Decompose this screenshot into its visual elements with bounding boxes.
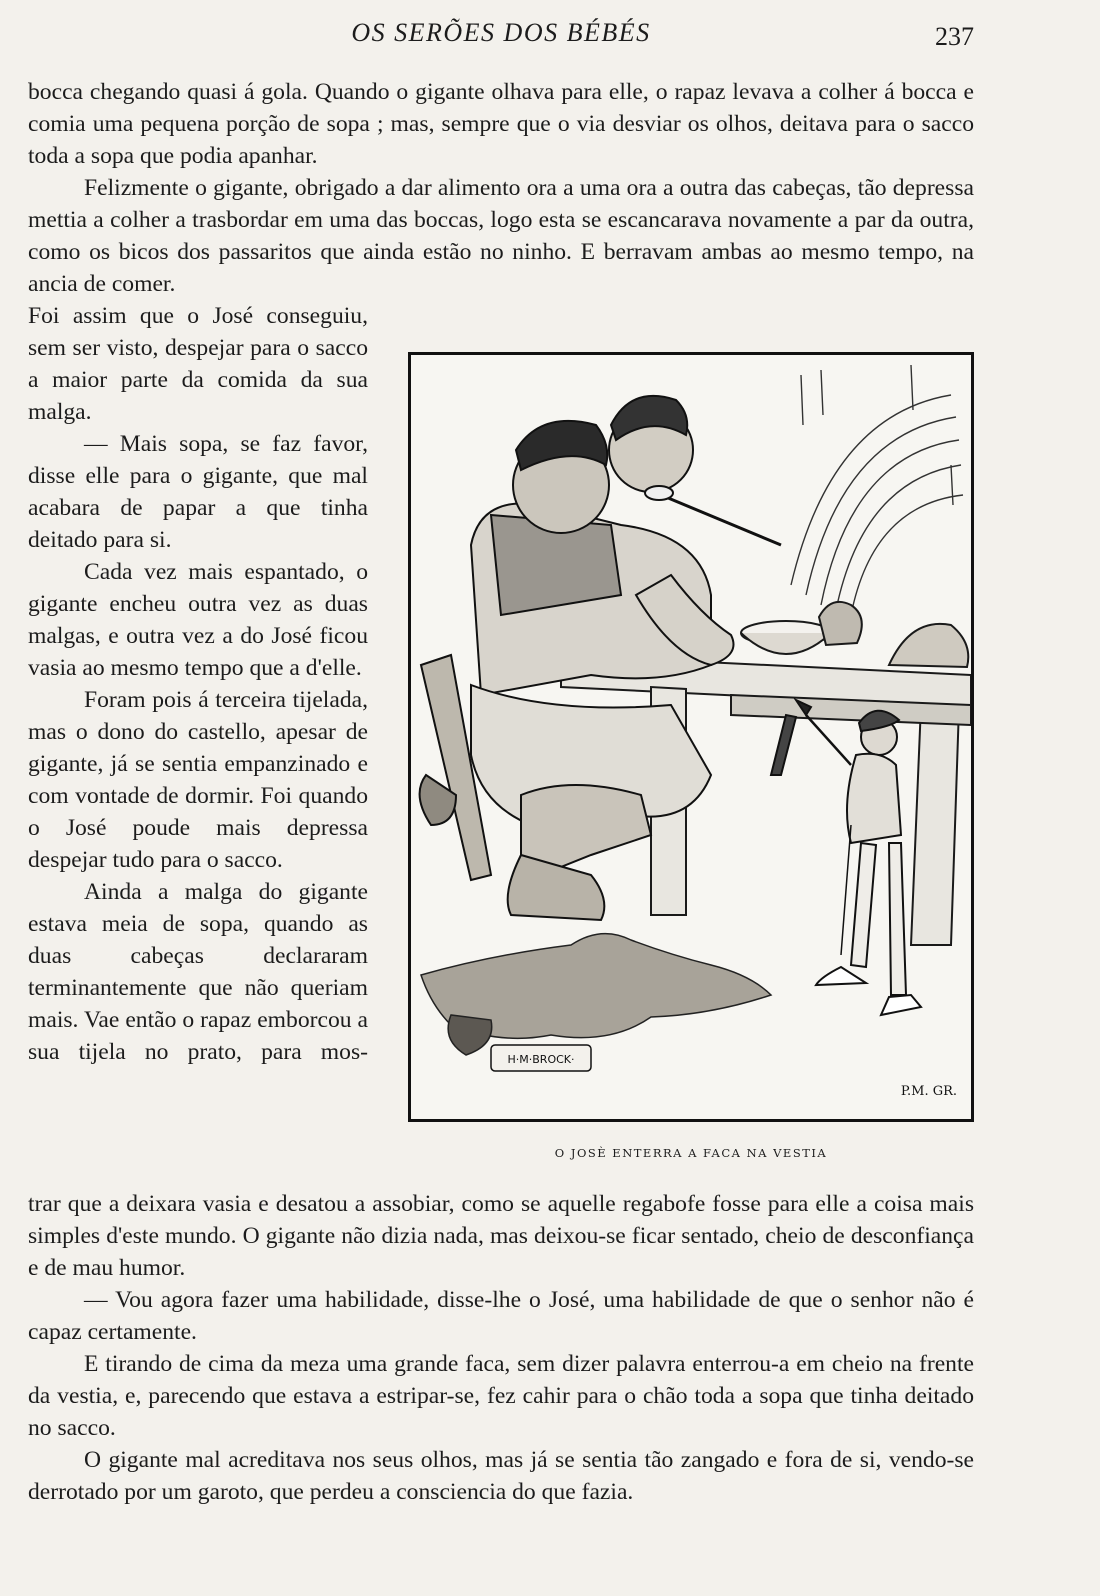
page-header (28, 18, 974, 58)
giant-and-jose-illustration (411, 355, 971, 1119)
fur-rug (421, 934, 771, 1055)
giant (471, 396, 781, 920)
paragraph: trar que a deixara vasia e desatou a assobiar, como se aquelle regabofe fosse para elle a coisa mais simples d'este mundo. O gigante não dizia nada, mas deixou-se ficar sentado, cheio de desconfiança e de mau humor. (28, 1191, 974, 1281)
paragraph: Felizmente o gigante, obrigado a dar alimento ora a uma ora a outra das cabeças, tão depressa mettia a colher a trasbordar em uma das boccas, logo esta se escancarava novamente a par da outra, como os bicos dos passaritos que ainda estão no ninho. E berravam ambas ao mesmo tempo, na ancia de comer. (28, 175, 974, 297)
paragraph: — Mais sopa, se faz favor, disse elle para o gigante, que mal acabara de papar a que tinha deitado para si. (28, 431, 368, 553)
engraver-signature: P.M. GR. (900, 1084, 958, 1099)
stone-arch (791, 365, 963, 615)
paragraph: Cada vez mais espantado, o gigante encheu outra vez as duas malgas, e outra vez a do José ficou vasia ao mesmo tempo que a d'elle. (28, 559, 368, 681)
jose-figure (771, 700, 921, 1015)
artist-signature (491, 1045, 591, 1071)
svg-text:H·M·BROCK·: H·M·BROCK· (507, 1053, 575, 1066)
bowls (741, 602, 968, 667)
paragraph: bocca chegando quasi á gola. Quando o gigante olhava para elle, o rapaz levava a colher á bocca e comia uma pequena porção de sopa ; mas, sempre que o via desviar os olhos, deitava para o sacco toda a sopa que podia apanhar. (28, 79, 974, 169)
illustration (408, 352, 974, 1122)
bottom-text-block (28, 1188, 974, 1508)
top-text-block (28, 76, 974, 300)
page-number: 237 (935, 22, 974, 51)
running-title: OS SERÕES DOS BÉBÉS (351, 18, 651, 47)
paragraph: Ainda a malga do gigante estava meia de sopa, quando as duas cabeças declararam terminantemente que não queriam mais. Vae então o rapaz emborcou a sua tijela no prato, para mos- (28, 879, 368, 1065)
illustration-caption: O JOSÈ ENTERRA A FACA NA VESTIA (554, 1146, 828, 1160)
column-text-block (28, 300, 368, 1068)
paragraph: Foi assim que o José conseguiu, sem ser visto, despejar para o sacco a maior parte da comida da sua malga. (28, 303, 368, 425)
paragraph: O gigante mal acreditava nos seus olhos, mas já se sentia tão zangado e fora de si, vendo-se derrotado por um garoto, que perdeu a consciencia do que fazia. (28, 1447, 974, 1505)
paragraph: E tirando de cima da meza uma grande faca, sem dizer palavra enterrou-a em cheio na frente da vestia, e, parecendo que estava a estripar-se, fez cahir para o chão toda a sopa que tinha deitado no sacco. (28, 1351, 974, 1441)
paragraph: — Vou agora fazer uma habilidade, disse-lhe o José, uma habilidade de que o senhor não é capaz certamente. (28, 1287, 974, 1345)
paragraph: Foram pois á terceira tijelada, mas o dono do castello, apesar de gigante, já se sentia empanzinado e com vontade de dormir. Foi quando o José poude mais depressa despejar tudo para o sacco. (28, 687, 368, 873)
